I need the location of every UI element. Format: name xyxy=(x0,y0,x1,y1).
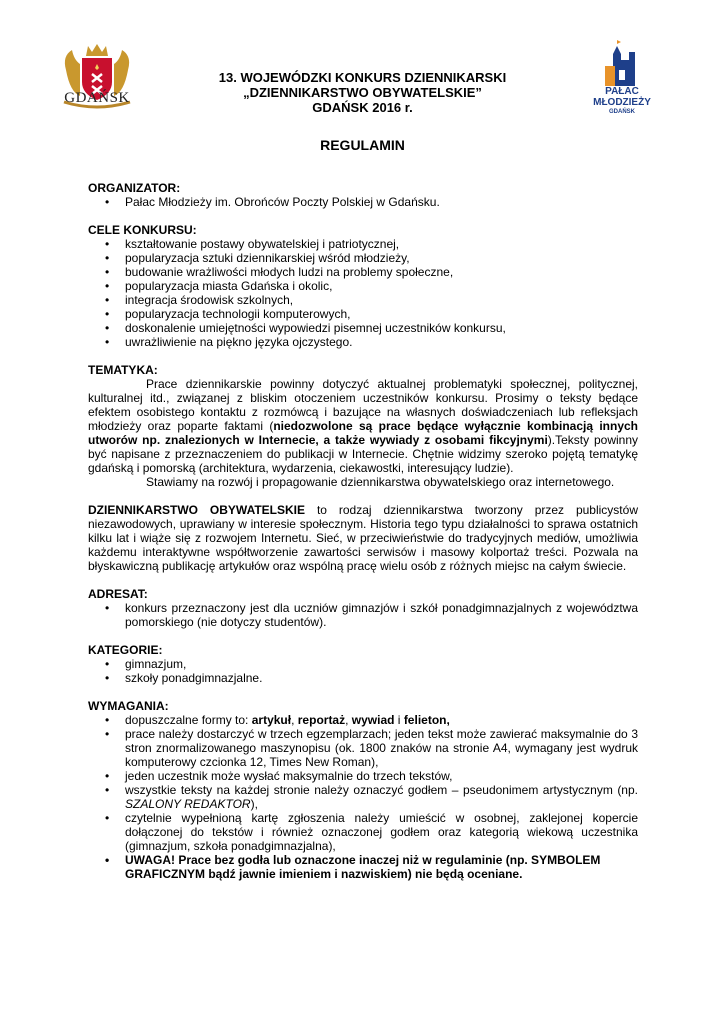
tematyka-paragraph-2: Stawiamy na rozwój i propagowanie dziennikarstwa obywatelskiego oraz internetowego. xyxy=(146,475,615,489)
list-item: • prace należy dostarczyć w trzech egzemplarzach; jeden tekst może zawierać maksymalnie do 3 stron znormalizowanego maszynopisu (ok. 1800 znaków na stronie A4, wymagany jest wydruk komputerowy czcionka 12, Times New Roman), xyxy=(88,727,638,769)
list-item: • uwrażliwienie na piękno języka ojczystego. xyxy=(88,335,638,349)
section-dziennikarstwo xyxy=(88,503,638,573)
header-line-2: „DZIENNIKARSTWO OBYWATELSKIE” xyxy=(243,85,482,100)
section-cele xyxy=(88,223,638,349)
list-item: • kształtowanie postawy obywatelskiej i patriotycznej, xyxy=(88,237,638,251)
list-item: • szkoły ponadgimnazjalne. xyxy=(88,671,638,685)
palac-logo-text: PAŁAC MŁODZIEŻY xyxy=(593,86,651,108)
list-item: • gimnazjum, xyxy=(88,657,638,671)
palac-mlodziezy-logo-icon xyxy=(593,40,649,88)
section-heading: KATEGORIE: xyxy=(88,643,163,657)
section-wymagania xyxy=(88,699,638,881)
dziennikarstwo-paragraph: DZIENNIKARSTWO OBYWATELSKIE to rodzaj dziennikarstwa tworzony przez publicystów niezawodowych, uprawiany w interesie społecznym. Historia tego typu działalności to sprawa ostatnich kilku lat i wiąże się z rozwojem Internetu. Sieć, w przeciwieństwie do tradycyjnych mediów, umożliwia każdemu interaktywne współtworzenie zawartości serwisów i masowy kolportaż treści. Pozwala na błyskawiczną publikację artykułów oraz wspólną pracę wielu osób z różnych miejsc na całym świecie. xyxy=(88,503,638,573)
section-kategorie xyxy=(88,643,638,685)
list-item: • popularyzacja sztuki dziennikarskiej wśród młodzieży, xyxy=(88,251,638,265)
list-item: • budowanie wrażliwości młodych ludzi na problemy społeczne, xyxy=(88,265,638,279)
list-item: • doskonalenie umiejętności wypowiedzi pisemnej uczestników konkursu, xyxy=(88,321,638,335)
header-line-1: 13. WOJEWÓDZKI KONKURS DZIENNIKARSKI xyxy=(218,70,507,85)
section-heading: WYMAGANIA: xyxy=(88,699,169,713)
list-item: • dopuszczalne formy to: artykuł, reportaż, wywiad i felieton, xyxy=(88,713,638,727)
list-item: • popularyzacja miasta Gdańska i okolic, xyxy=(88,279,638,293)
palac-logo-city: GDAŃSK xyxy=(608,109,635,115)
list-item: • integracja środowisk szkolnych, xyxy=(88,293,638,307)
gdansk-logo-text: GDAŃSK xyxy=(64,90,130,106)
list-item: • konkurs przeznaczony jest dla uczniów gimnazjów i szkół ponadgimnazjalnych z województwa pomorskiego (nie dotyczy studentów). xyxy=(88,601,638,629)
list-item: • Pałac Młodzieży im. Obrońców Poczty Polskiej w Gdańsku. xyxy=(88,195,638,209)
section-heading: CELE KONKURSU: xyxy=(88,223,197,237)
section-tematyka xyxy=(88,363,638,489)
document-body xyxy=(88,181,638,895)
header-line-3: GDAŃSK 2016 r. xyxy=(312,100,413,115)
document-header xyxy=(160,70,565,115)
tematyka-paragraph: Prace dziennikarskie powinny dotyczyć aktualnej problematyki społecznej, politycznej, kulturalnej itd., związanej z bliskim otoczeniem uczestników konkursu. Prosimy o teksty będące efektem osobistego kontaktu z rozmówcą i bazujące na własnych doświadczeniach lub refleksjach młodzieży oraz poparte faktami (niedozwolone są prace będące wyłącznie kombinacją innych utworów np. znalezionych w Internecie, a także wywiady z osobami fikcyjnymi).Teksty powinny być napisane z przeznaczeniem do publikacji w Internecie. Chętnie widzimy szeroko pojętą tematykę gdańską i pomorską (architektura, wydarzenia, ciekawostki, interesujący ludzie). xyxy=(88,377,638,475)
section-heading: TEMATYKA: xyxy=(88,363,158,377)
list-item: • popularyzacja technologii komputerowych, xyxy=(88,307,638,321)
section-organizator xyxy=(88,181,638,209)
document-title: REGULAMIN xyxy=(320,137,405,153)
list-item: • wszystkie teksty na każdej stronie należy oznaczyć godłem – pseudonimem artystycznym (np. SZALONY REDAKTOR), xyxy=(88,783,638,811)
list-item: • jeden uczestnik może wysłać maksymalnie do trzech tekstów, xyxy=(88,769,638,783)
section-heading: ADRESAT: xyxy=(88,587,148,601)
list-item: • czytelnie wypełnioną kartę zgłoszenia należy umieścić w osobnej, zaklejonej kopercie dołączonej do tekstów i również oznaczonej godłem oraz kategorią wiekową uczestnika (gimnazjum, szkoła ponadgimnazjalna), xyxy=(88,811,638,853)
list-item-warning: • UWAGA! Prace bez godła lub oznaczone inaczej niż w regulaminie (np. SYMBOLEM GRAFICZNYM bądź jawnie imieniem i nazwiskiem) nie będą oceniane. xyxy=(88,853,638,881)
section-adresat xyxy=(88,587,638,629)
section-heading: ORGANIZATOR: xyxy=(88,181,181,195)
